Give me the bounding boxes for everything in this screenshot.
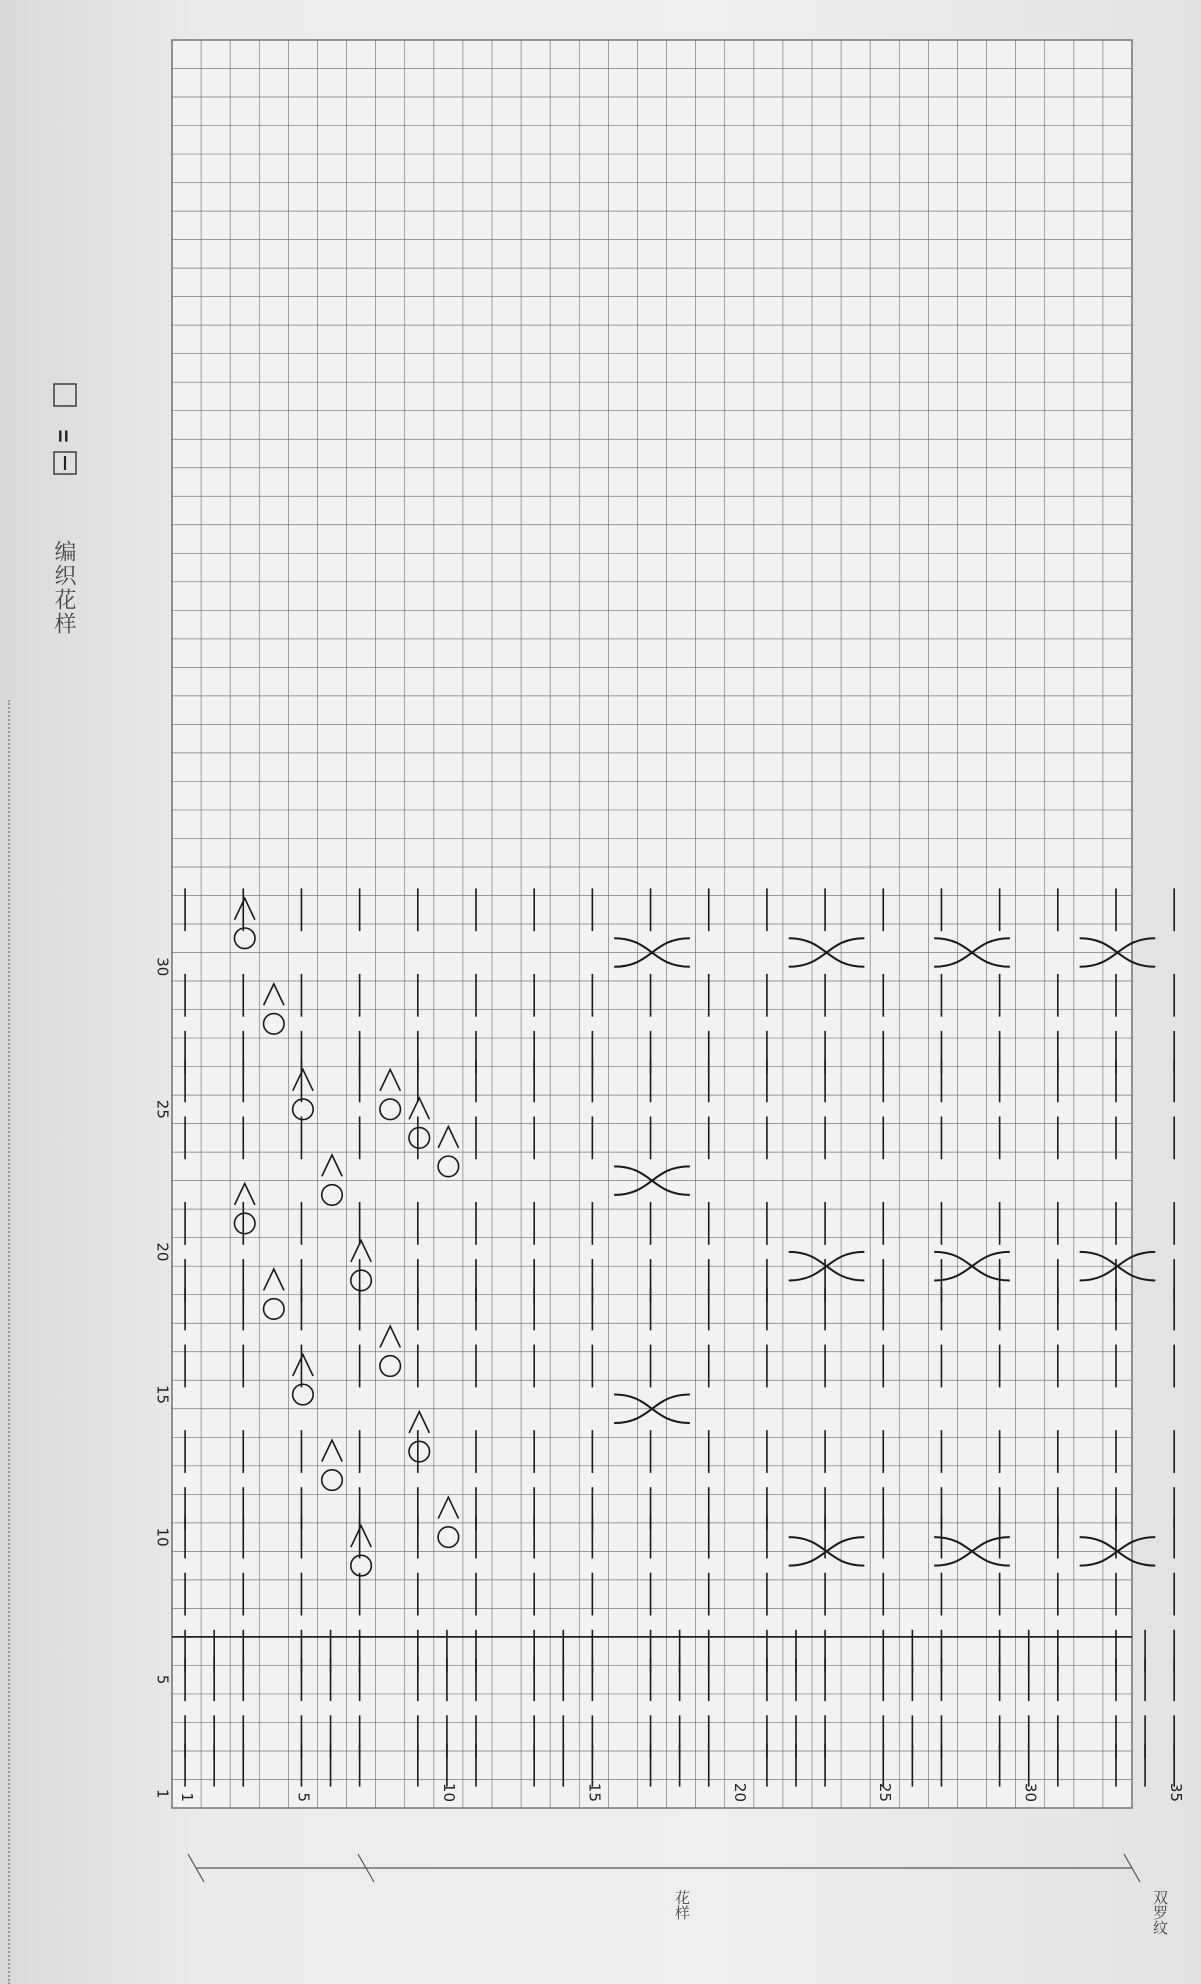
legend-empty-square: [54, 384, 76, 406]
section-label-rib: 双罗纹: [1151, 1890, 1169, 1935]
row-number: 20: [730, 1782, 749, 1802]
stitch-number: 5: [153, 1674, 172, 1685]
stitch-number: 15: [153, 1384, 172, 1405]
stitch-number: 20: [153, 1242, 172, 1262]
row-number: 10: [439, 1782, 458, 1802]
stitch-number: 1: [153, 1788, 172, 1799]
row-number: 25: [876, 1782, 895, 1802]
chart-grid: [172, 40, 1132, 1808]
row-number: 1: [178, 1792, 197, 1802]
row-number: 30: [1021, 1782, 1040, 1802]
legend-equals: =: [50, 429, 76, 443]
stitch-number: 30: [153, 957, 172, 977]
chart-title: 编织花样: [51, 540, 76, 636]
row-number: 35: [1167, 1782, 1186, 1802]
row-number: 15: [585, 1782, 604, 1802]
stitch-number: 25: [153, 1099, 172, 1119]
section-label-pattern: 花样: [673, 1890, 691, 1920]
row-number: 5: [294, 1792, 313, 1802]
stitch-number: 10: [153, 1527, 172, 1547]
chart-brackets: [188, 1854, 1140, 1882]
symbol-legend: [48, 380, 84, 490]
